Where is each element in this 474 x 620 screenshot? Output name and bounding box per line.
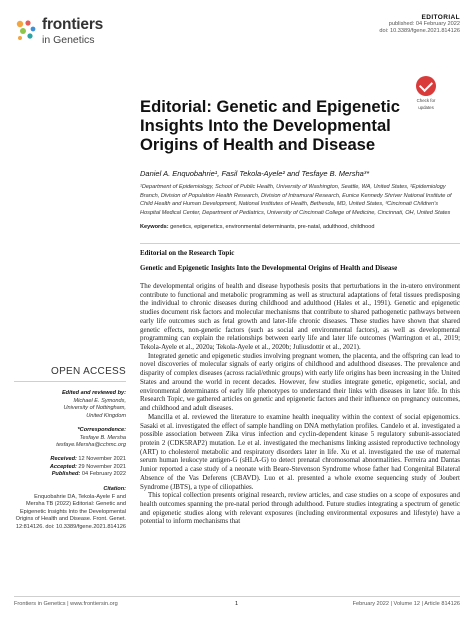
research-topic-title[interactable]: Genetic and Epigenetic Insights Into the Developmental Origins of Health and Disease [140, 264, 398, 272]
citation-text: Enquobahrie DA, Tekola-Ayele F and Mersha TB (2022) Editorial: Genetic and Epigenetic Insights Into the Developmental Origins of Health and Disease. Front. Genet. 12:814126. doi: 10.3389/fgene.2021.814126 [15, 493, 126, 530]
keywords [140, 223, 458, 231]
edited-label: Edited and reviewed by: [61, 390, 126, 396]
citation [14, 486, 126, 532]
paragraph-4: This topical collection presents original research, review articles, and case studies on a scope of exposures and health outcomes spanning the pre-natal period through adulthood. Future studies integrating a spectrum of genetic and epigenetic studies along with relevant exposures (including environmental exposures and lifestyle) have a potential to inform mechanisms that [140, 491, 460, 526]
received-label: Received: [50, 456, 77, 462]
check-text-2: updates [418, 105, 434, 110]
paragraph-1: The developmental origins of health and disease hypothesis posits that perturbations in the in-utero environment contribute to functional and metabolic programming as well as structural adaptations of fetal tissues predisposing the individual to chronic diseases during childhood and adulthood (Hales et al., 1991). Genetic and epigenetic studies document risk factors and molecular mechanisms that contribute to shared pathogenetic pathways between early life outcomes such as fetal growth and later-life chronic diseases. These studies have shown that shared genetic effects, non-genetic factors (such as social and environmental factors), as well as developmental programming can explain the relationships between early life and later life outcomes (Warrington et al., 2019; Tekola-Ayele et al., 2020a; Tekola-Ayele et al., 2020b; Juliusdottir et al., 2021). [140, 282, 460, 352]
journal-logo[interactable] [14, 16, 124, 50]
published-label: Published: [51, 471, 81, 478]
page-number: 1 [235, 601, 239, 607]
article-title: Editorial: Genetic and Epigenetic Insights Into the Developmental Origins of Health and Disease [140, 97, 401, 154]
paragraph-3: Mancilla et al. reviewed the literature to examine health inequality within the context of social epigenomics. Sasaki et al. investigated the effect of sample handling on DNA methylation profiles. Candelo et al. investigated a possible association between Zika virus infection and cyclin-dependent kinase 5 regulatory subunit-associated protein 2 (CDK5RAP2) mutation. Le et al. investigated the mechanisms linking assisted reproductive technology (ART) to cholesterol metabolic and respiratory disorders later in life. Xu et al. investigated the use of maternal serum human leukocyte antigen-G (sHLA-G) to detect prenatal chromosomal abnormalities. Ferreira and Dantas Junior reported a case study of a neonate with Beare-Stevenson Syndrome whose father had Congenital Bilateral Absence of the Vas Deferens (CBAVD). Luo et al. presented a whole exome sequencing study of Joubert Syndrome (JBTS), a type of ciliopathies. [140, 412, 460, 491]
editor-affil-2: United Kingdom [86, 412, 126, 419]
author-list: Daniel A. Enquobahrie¹, Fasil Tekola-Ayele² and Tesfaye B. Mersha³* [140, 169, 370, 178]
citation-label: Citation: [103, 486, 126, 492]
published-date-side: 04 February 2022 [80, 471, 126, 478]
editor-affil-1: University of Nottingham, [63, 405, 126, 412]
editor-info [14, 390, 126, 420]
check-text-1: Check for [416, 98, 436, 103]
article-header-meta [379, 14, 460, 35]
footer-divider [14, 596, 460, 597]
sidebar-divider [14, 381, 126, 382]
corr-name: Tesfaye B. Mersha [79, 434, 126, 441]
article-body [140, 282, 460, 526]
dates [14, 456, 126, 479]
research-topic-label: Editorial on the Research Topic [140, 249, 235, 257]
paragraph-2: Integrated genetic and epigenetic studies involving pregnant women, the placenta, and the offspring can lead to novel discoveries of molecular signals of early origins of childhood and adulthood diseases. The prevalence and disparity of complex diseases (across racial/ethnic groups) with early life origins has been increasing in the United States and around the world in recent decades. However, few studies integrate genetic, epigenetic, social, and environmental determinants of early life phenotypes to understand their links with diseases in later life. In this Research Topic, we gathered articles on genetic and epigenetic factors and their influence on pregnancy outcomes, and childhood and adult diseases. [140, 351, 460, 413]
checkmark-icon [416, 76, 436, 96]
keywords-label: Keywords: [140, 224, 169, 230]
frontiers-logo-icon [14, 18, 38, 42]
logo-text-journal: in Genetics [42, 34, 95, 46]
published-date: published: 04 February 2022 [388, 21, 460, 27]
affiliations: ¹Department of Epidemiology, School of Public Health, University of Washington, Seattle, WA, United States, ²Epidemiology Branch, Division of Population Health Research, Division of Intramural Research, Eunice Kennedy Shriver National Institute of Child Health and Human Development, National Institutes of Health, Bethesda, MD, United States, ³Cincinnati Children's Hospital Medical Center, Department of Pediatrics, University of Cincinnati College of Medicine, Cincinnati, OH, United States [140, 184, 452, 216]
open-access-label: OPEN ACCESS [51, 366, 126, 377]
footer-journal[interactable]: Frontiers in Genetics | www.frontiersin.org [14, 601, 118, 607]
received-date: 12 November 2021 [76, 456, 126, 462]
keywords-list: genetics, epigenetics, environmental determinants, pre-natal, adulthood, childhood [168, 224, 375, 230]
accepted-label: Accepted: [49, 463, 77, 470]
article-type: EDITORIAL [421, 14, 460, 21]
correspondence-label: *Correspondence: [77, 427, 126, 433]
divider [140, 243, 460, 244]
footer-volume: February 2022 | Volume 12 | Article 814126 [352, 601, 460, 607]
doi[interactable]: doi: 10.3389/fgene.2021.814126 [379, 28, 460, 34]
logo-text-frontiers: frontiers [42, 16, 104, 33]
editor-name: Michael E. Symonds, [73, 397, 126, 404]
corr-email[interactable]: tesfaye.Mersha@cchmc.org [56, 442, 126, 449]
accepted-date: 29 November 2021 [76, 463, 126, 470]
correspondence [14, 427, 126, 450]
